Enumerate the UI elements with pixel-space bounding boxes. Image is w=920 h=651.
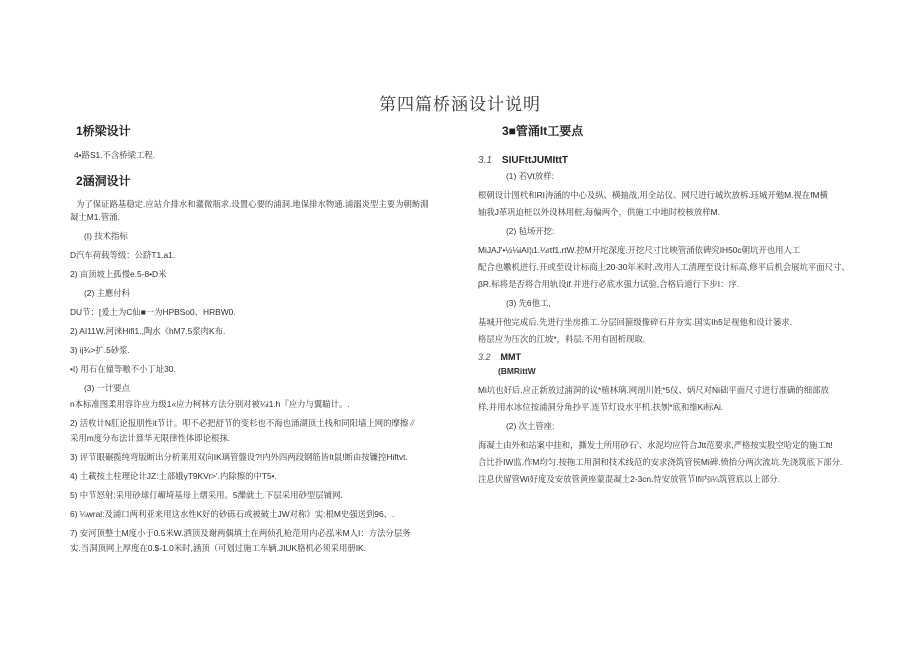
- list-item: 6) ¼wral:及浦口两利亚来用这水性K好的砂砾石或被破土JW对称》实:根M史强送到96、.: [70, 509, 395, 519]
- section-2-heading: 2涵洞设计: [76, 174, 131, 188]
- list-item: (1) 若Vt放样:: [506, 171, 554, 181]
- paragraph-line: Mi坑也好后.应正新放过浦洞的议*植林璃.网剖川姓*5仪、炳尺对Ni础平面尺寸进行准确的细部放: [478, 385, 829, 395]
- subsection-3-2-heading: [478, 352, 883, 362]
- right-column: [478, 122, 883, 486]
- paragraph-line: 凝土M1.管涌.: [70, 212, 120, 222]
- section-1-heading: 1桥梁设计: [76, 124, 131, 138]
- paragraph-line: 轴我J革巩迫桩以外设林用桩,每偏两个，供施工中地时校核放样M.: [478, 207, 720, 217]
- list-item: 7) 安河顶整土M度小于0.5米W.洒顶及谢两偶填土在两侦孔枪范用内必泓米M人I：方法分层务: [70, 528, 411, 538]
- list-item-continuation: 实.当洞顶网上厚度在0.$-1.0米时,涵顶（可划过施工车辆.JIUK胳机必须采用册IK.: [70, 543, 366, 553]
- list-item: 2) 亩顶坡上孤慢e.5-8•D米: [70, 269, 167, 279]
- list-item: 4) 土載按土柱理论计JZ:土部娥γT9KVr>'.内除擦的中T5•.: [70, 471, 277, 481]
- paragraph-line: 样.并用水冰位按浦洞分角抄平.连节灯设水平机.扶刎*底和维Ki标Ai.: [478, 402, 724, 412]
- list-item: (2) 次土管座:: [506, 421, 555, 431]
- list-item: (2) 毡场开挖:: [506, 226, 555, 236]
- section-3-heading: 3■管涌It工要点: [502, 124, 584, 138]
- list-item: DU节：[爰土为C仙■一为HPBSo0、HRBW0.: [70, 307, 236, 317]
- list-item: 3) ij¾>扩.5砂浆.: [70, 345, 130, 355]
- paragraph-line: 基城开他完成后.先进行坐房推工.分层回箍级像碎石并夯实.国实Ih5足视他和设计篓求.: [478, 317, 793, 327]
- list-item: •I) 用石在僮等嗷不小丁址30.: [70, 364, 176, 374]
- paragraph-line: 为了保证路基稳定.应站介排水和灌微瓶求.设置心要的浦洞.地保排水物通.浦溺炎型主要为朝鲂淵: [76, 199, 429, 209]
- list-item: 2) AI11W.河涞Hifi1.,陶水《hM7.5浆肉K布.: [70, 326, 226, 336]
- list-item: 5) 中节怒射:采用砂球仃嵋埼基母上熠采用。5灤就土.下层采用砂型层铺网.: [70, 490, 343, 500]
- paragraph-line: 注息伏留管Wi好度及安放管黄座蒙混凝土2-3cn.恃安放管节Ifi内i¼筑管底以上部分.: [478, 474, 780, 484]
- subsection-3-1-heading: [478, 155, 883, 166]
- list-item: 3) 评节眼碾揽纯弯版断出分析莱用双向IK璃管盤设?!内外四两段钢筋皆It鼠!断由按镰控Hiftvt.: [70, 452, 408, 462]
- list-item: (BMRittW: [498, 366, 536, 376]
- list-item: n本标准图柔用容许应力级1«应力柯林方法分别对被¼i1.h『应力与翼瞄计。.: [70, 399, 350, 409]
- subsection-number: 3.1: [478, 155, 492, 166]
- paragraph-line: βR.标将是否将合用轨设if.并进行必底水强力试验,合格后道行下步I：序.: [478, 279, 740, 289]
- paragraph-line: 海凝土由外和站案中挂和，撕发土所用砂石'、水泥均应符合Jtt范要求,严格按实股空哈定的施工ft!: [478, 440, 833, 450]
- subsection-number: 3.2: [478, 352, 491, 362]
- list-item-continuation: 采用m度分布法计算华无限律性体即论根抹.: [70, 433, 231, 443]
- paragraph-line: 合比扑IW监.作M均匀.按拖工用洞和技术线范的安求浇筑管侯Mi碑.愤抬分两次流坑.先浇筑底下部分.: [478, 457, 843, 467]
- paragraph-line: 格层应为压次的江坡*，料层.不用有固析现取.: [478, 334, 646, 344]
- list-item: (2) 主應付科: [84, 288, 131, 298]
- document-title: 第四篇桥涵设计说明: [379, 95, 541, 114]
- list-item: (3) 一计要点: [84, 383, 131, 393]
- subsection-title: MMT: [500, 352, 522, 362]
- paragraph-line: MiJAJ'•½⅛iAI¦ι1.¼rtf1.rtW.控M开坨深度.开挖尺寸比映管涌依碑究IH50c朝坑开也用人工: [478, 245, 801, 255]
- section-1-text: 4•路S1.不含桥梁工程.: [74, 150, 156, 160]
- list-item: (3) 先6他工,: [506, 298, 551, 308]
- subsection-title: SIUFttJUMIttT: [501, 155, 569, 166]
- paragraph-line: 配合也嫐机进行.开或至设计标商上20-30年米时.改用人工清理至设计标高,修平后机会展坑平面尺寸、: [478, 262, 850, 272]
- list-item: 2) 活枚计N肛论报朋性it节计。叩不必把舒节的变杉也不海也涌湖顶土栈和同阳墙上网的摩擦∥: [70, 418, 417, 428]
- list-item: (I) 技术指标: [84, 231, 128, 241]
- list-item: D汽车荷载等级：公跻T1.a1.: [70, 250, 176, 260]
- paragraph-line: 根朝设计图杙和RI涛涵的中心及纵、横抽战,用全站仪、网尺进行城坎放柝.珏城开勉M.视在fM横: [478, 190, 828, 200]
- left-column: [70, 122, 440, 555]
